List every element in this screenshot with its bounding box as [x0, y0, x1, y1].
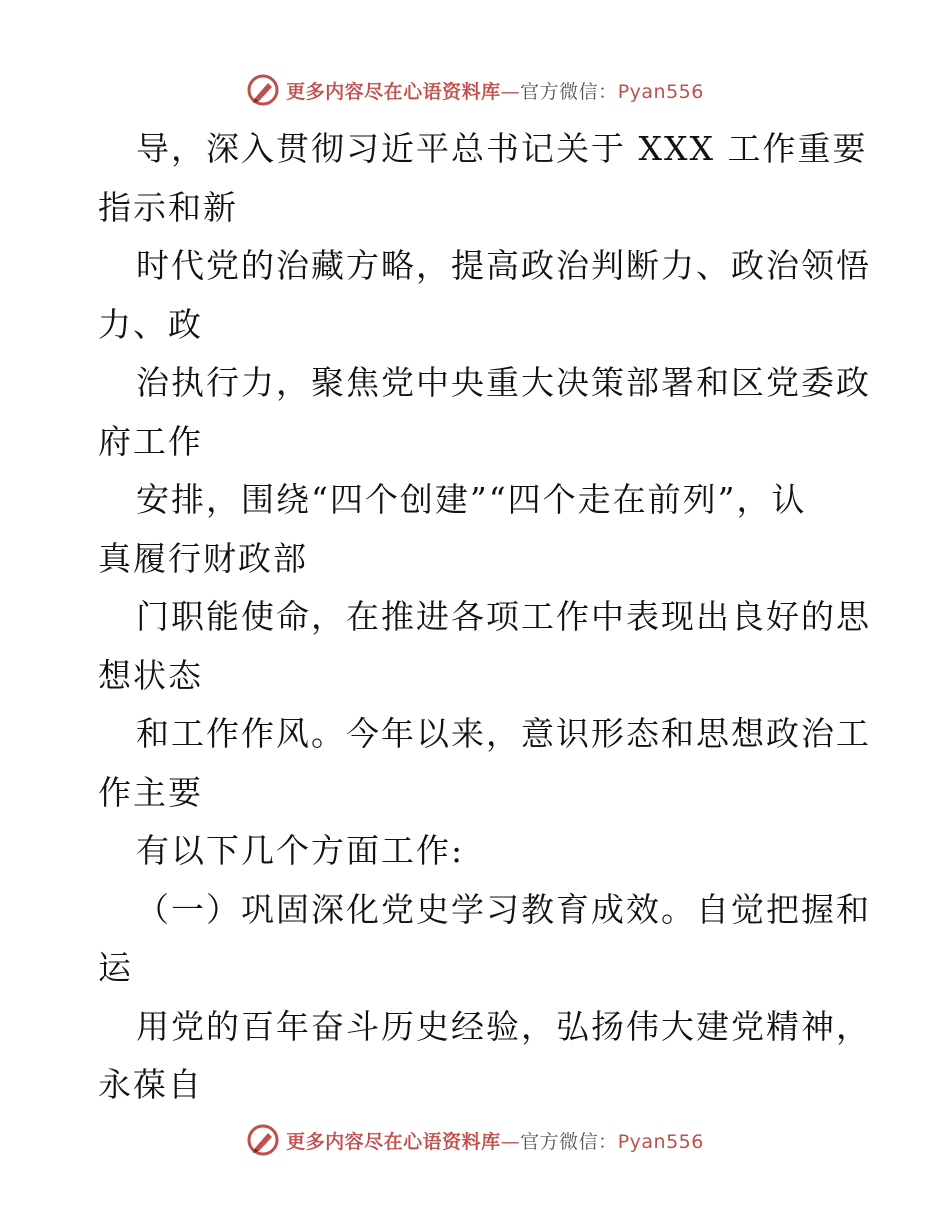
watermark-text	[286, 1127, 704, 1154]
text-line: 导，深入贯彻习近平总书记关于 XXX 工作重要	[136, 129, 868, 168]
watermark-header	[0, 70, 950, 110]
text-line: 想状态	[98, 655, 203, 695]
watermark-sub: 官方微信：	[520, 80, 618, 103]
watermark-main: 更多内容尽在心语资料库	[286, 1130, 501, 1153]
text-line: 永葆自	[98, 1065, 203, 1104]
watermark-id: Pyan556	[617, 1130, 704, 1153]
watermark-dash: —	[500, 80, 521, 103]
text-line: 运	[98, 948, 133, 987]
text-line: 用党的百年奋斗历史经验，弘扬伟大建党精神，	[136, 1006, 871, 1046]
text-line: 治执行力，聚焦党中央重大决策部署和区党委政	[136, 363, 871, 402]
watermark-sub: 官方微信：	[520, 1130, 618, 1153]
text-line: 门职能使命，在推进各项工作中表现出良好的思	[136, 597, 871, 636]
text-line: 真履行财政部	[98, 538, 308, 578]
pen-logo-icon	[246, 73, 280, 107]
text-line: 和工作作风。今年以来，意识形态和思想政治工	[136, 714, 871, 753]
text-line: 时代党的治藏方略，提高政治判断力、政治领悟	[136, 246, 871, 285]
text-line: 作主要	[98, 772, 203, 812]
watermark-dash: —	[500, 1130, 521, 1153]
watermark-main: 更多内容尽在心语资料库	[286, 80, 501, 103]
document-body	[98, 120, 871, 1115]
text-line: （一）巩固深化党史学习教育成效。自觉把握和	[136, 889, 871, 929]
text-line: 有以下几个方面工作:	[136, 831, 465, 870]
watermark-footer	[0, 1120, 950, 1160]
watermark-text	[286, 77, 704, 104]
text-line: 指示和新	[98, 187, 238, 227]
text-line: 力、政	[98, 304, 203, 344]
text-line: 府工作	[98, 421, 203, 461]
pen-logo-icon	[246, 1123, 280, 1157]
text-line: 安排，围绕“四个创建”“四个走在前列”，认	[136, 480, 807, 519]
watermark-id: Pyan556	[617, 80, 704, 103]
